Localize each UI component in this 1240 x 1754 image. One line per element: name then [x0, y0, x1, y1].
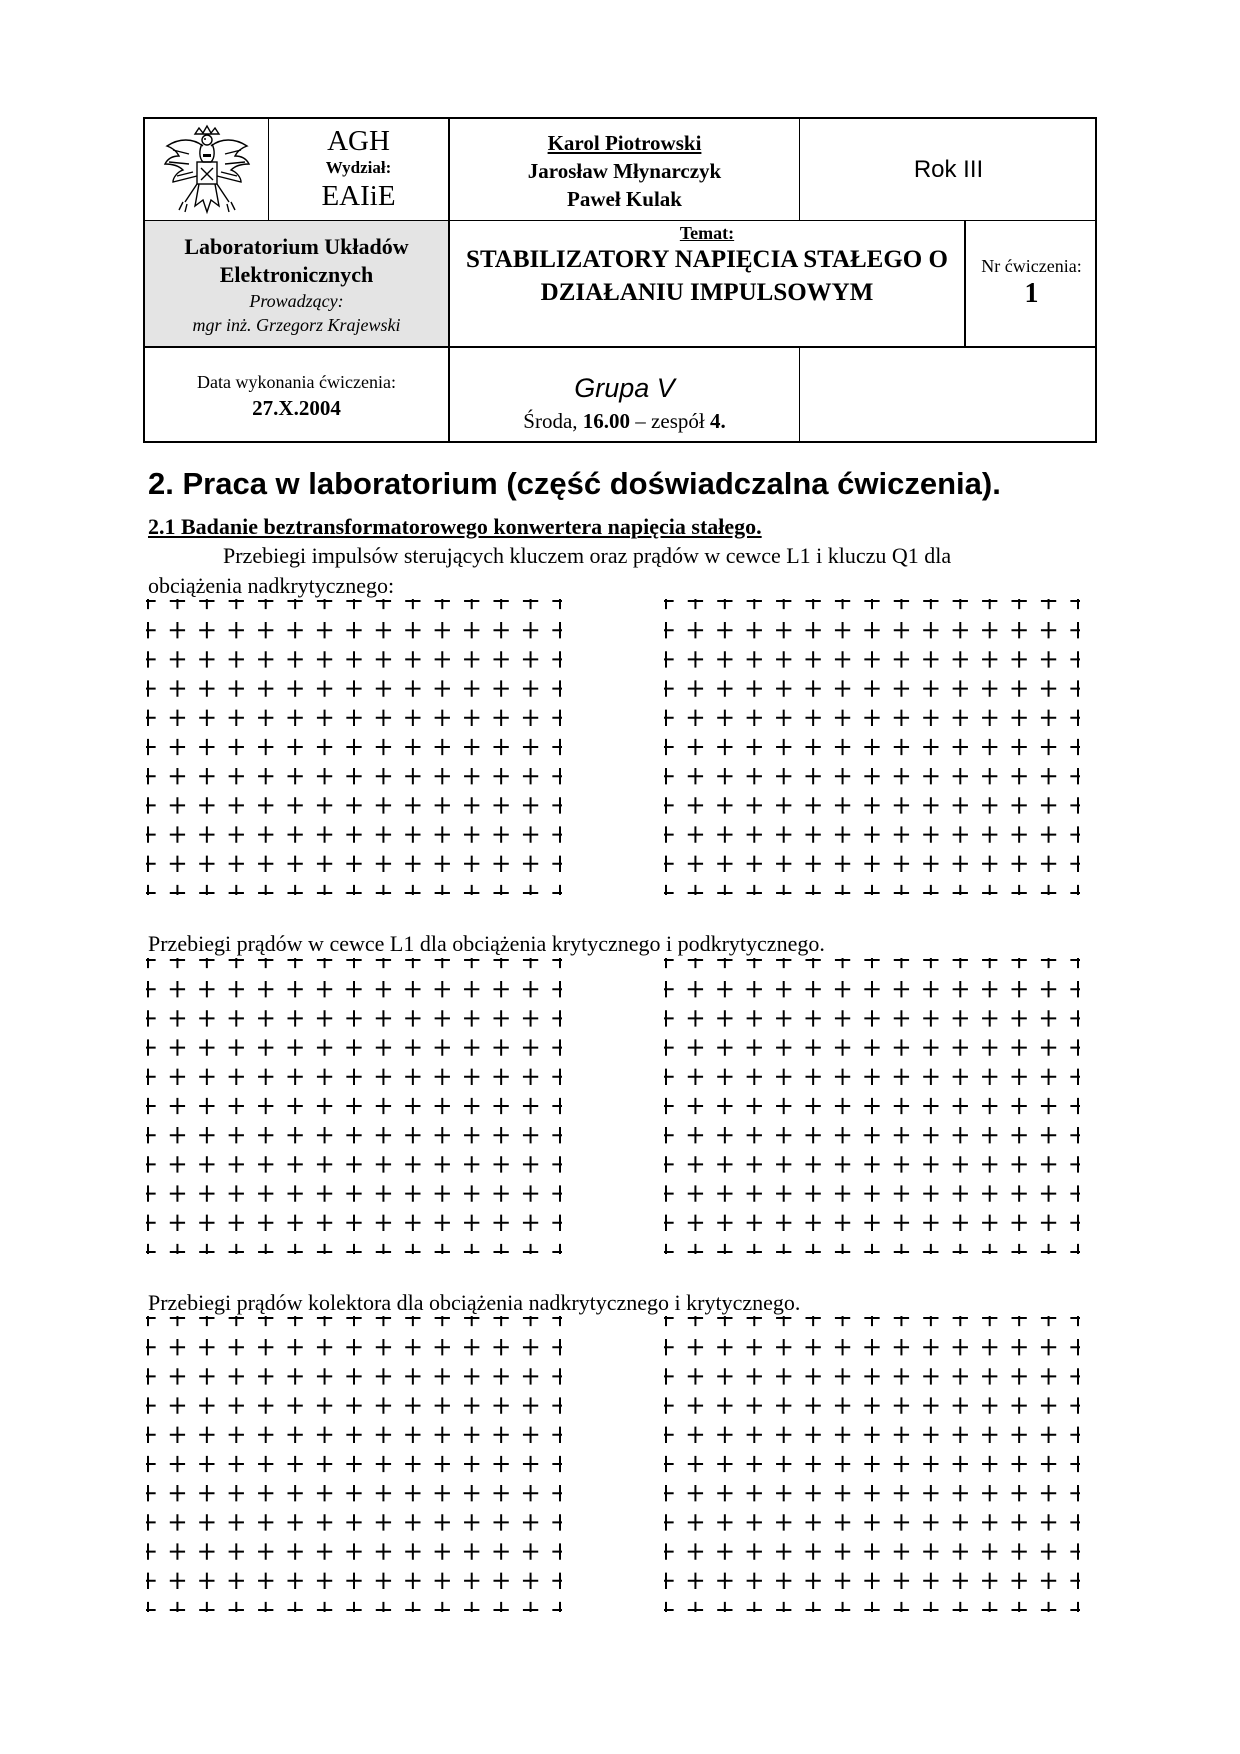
group-dash: – zespół [635, 409, 705, 433]
author-1: Karol Piotrowski [547, 131, 702, 155]
topic-cell [450, 221, 966, 348]
group-schedule [450, 406, 799, 436]
paragraph-1-line-1: Przebiegi impulsów sterujących kluczem oraz prądów w cewce L1 i kluczu Q1 dla [223, 543, 952, 568]
subsection-title: 2.1 Badanie beztransformatorowego konwertera napięcia stałego. [148, 514, 762, 539]
oscillogram-grid [664, 1316, 1080, 1612]
university-cell [269, 119, 450, 221]
faculty-label: Wydział: [325, 158, 392, 177]
group-day: Środa, [523, 409, 578, 433]
exercise-label: Nr ćwiczenia: [981, 256, 1082, 276]
supervisor-label: Prowadzący: [249, 291, 344, 311]
paragraph-1-line-2: obciążenia nadkrytycznego: [148, 573, 395, 598]
oscillogram-grid [664, 599, 1080, 895]
university-name: AGH [327, 125, 390, 157]
year-label: Rok III [913, 155, 984, 183]
group-time: 16.00 [582, 409, 631, 433]
author-2: Jarosław Młynarczyk [527, 159, 722, 183]
oscillogram-grid [664, 958, 1080, 1254]
section-title: 2. Praca w laboratorium (część doświadczalna ćwiczenia). [148, 466, 1001, 501]
topic-title: STABILIZATORY NAPIĘCIA STAŁEGO O DZIAŁANIU IMPULSOWYM [466, 246, 948, 306]
lab-name: Laboratorium Układów Elektronicznych [184, 234, 409, 287]
lab-cell [145, 221, 450, 348]
paragraph-2: Przebiegi prądów w cewce L1 dla obciążenia krytycznego i podkrytycznego. [148, 931, 825, 956]
paragraph-3: Przebiegi prądów kolektora dla obciążenia nadkrytycznego i krytycznego. [148, 1290, 801, 1315]
topic-label: Temat: [679, 223, 735, 243]
oscillogram-grid [146, 958, 562, 1254]
supervisor-name: mgr inż. Grzegorz Krajewski [192, 315, 401, 335]
group-cell [450, 348, 800, 443]
exercise-number-cell [966, 221, 1097, 348]
authors-cell [450, 119, 800, 221]
logo-cell [145, 119, 269, 221]
empty-cell [800, 348, 1097, 443]
date-cell [145, 348, 450, 443]
year-cell [800, 119, 1097, 221]
date-value: 27.X.2004 [252, 396, 341, 420]
eagle-logo-icon [159, 124, 255, 216]
oscillogram-grid [146, 1316, 562, 1612]
author-3: Paweł Kulak [567, 187, 682, 211]
oscillogram-grid [146, 599, 562, 895]
header-table [143, 117, 1097, 443]
group-team: 4. [709, 409, 726, 433]
group-name: Grupa V [574, 373, 675, 403]
exercise-number: 1 [1024, 278, 1039, 309]
faculty-name: EAIiE [321, 180, 396, 212]
date-label: Data wykonania ćwiczenia: [197, 372, 396, 392]
